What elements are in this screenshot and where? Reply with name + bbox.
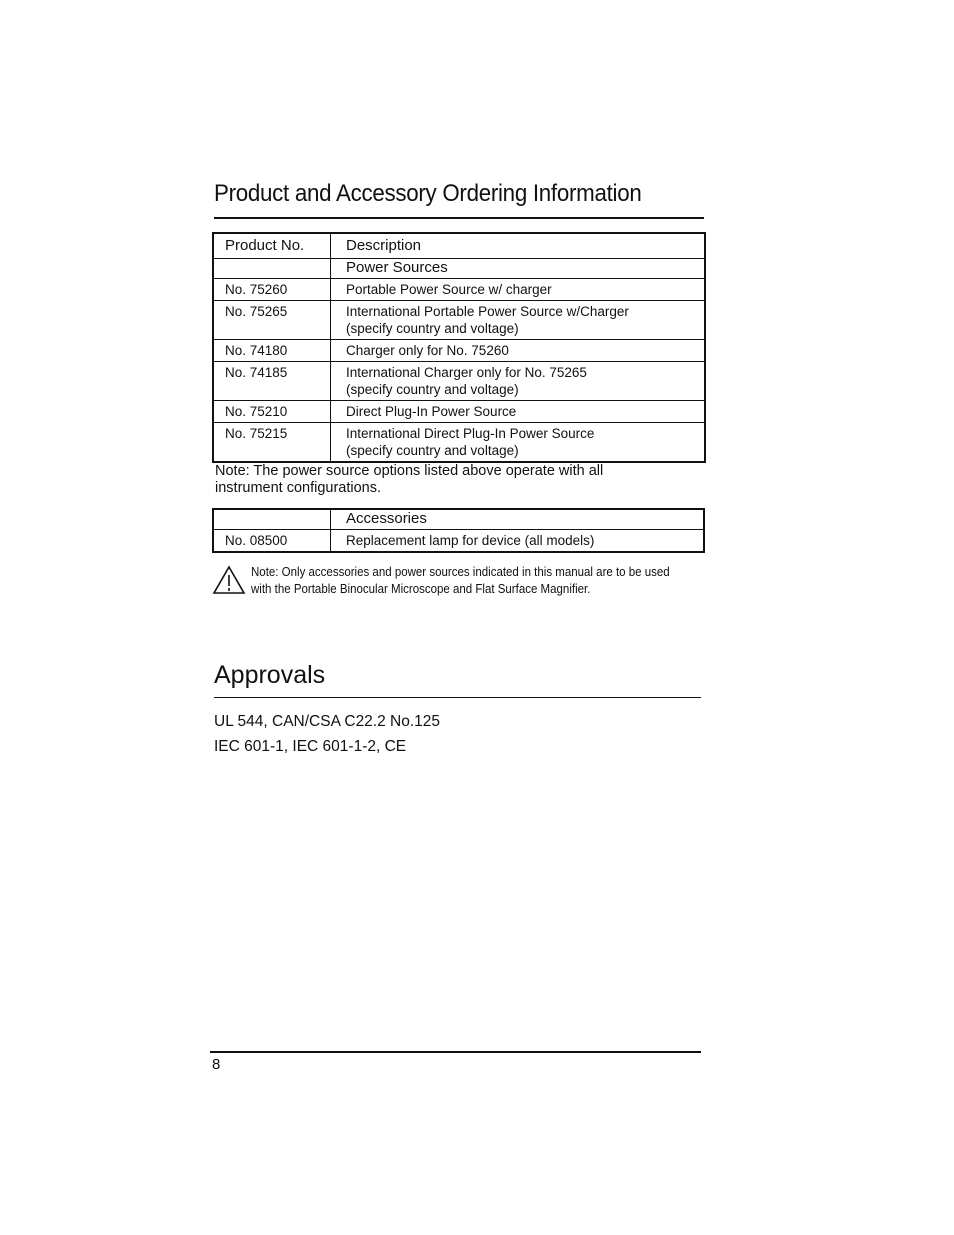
description-cell: Direct Plug-In Power Source (331, 401, 705, 423)
approvals-title: Approvals (214, 661, 326, 689)
warning-triangle-icon (212, 565, 246, 595)
group-row (214, 259, 705, 279)
approval-item: IEC 601-1, IEC 601-1-2, CE (214, 738, 407, 755)
footer-rule (210, 1051, 701, 1053)
table-row (214, 362, 705, 401)
accessories-table (213, 509, 704, 552)
table-row (214, 401, 705, 423)
approvals-rule (214, 697, 701, 698)
table-row (214, 340, 705, 362)
product-no-cell: No. 75215 (214, 423, 331, 462)
description-cell: International Direct Plug-In Power Source (specify country and voltage) (331, 423, 705, 462)
description-cell: Portable Power Source w/ charger (331, 279, 705, 301)
description-cell: International Portable Power Source w/Charger (specify country and voltage) (331, 301, 705, 340)
warning-note: Note: Only accessories and power sources indicated in this manual are to be used with the Portable Binocular Microscope and Flat Surface Magnifier. (251, 565, 670, 596)
product-no-cell: No. 75260 (214, 279, 331, 301)
product-no-cell: No. 75265 (214, 301, 331, 340)
product-no-cell: No. 74180 (214, 340, 331, 362)
page-number: 8 (212, 1056, 221, 1073)
product-no-cell: No. 75210 (214, 401, 331, 423)
title-rule (214, 217, 704, 219)
product-no-cell: No. 74185 (214, 362, 331, 401)
header-product-no: Product No. (214, 234, 331, 259)
description-cell: Charger only for No. 75260 (331, 340, 705, 362)
table-row (214, 530, 704, 552)
table-header-row (214, 234, 705, 259)
group-label-accessories: Accessories (331, 510, 704, 530)
table-row (214, 301, 705, 340)
group-label-power-sources: Power Sources (331, 259, 705, 279)
table-row (214, 423, 705, 462)
power-sources-table (213, 233, 705, 462)
description-cell: International Charger only for No. 75265 (specify country and voltage) (331, 362, 705, 401)
power-note: Note: The power source options listed above operate with all instrument configurations. (215, 463, 604, 496)
product-no-cell: No. 08500 (214, 530, 331, 552)
group-row (214, 510, 704, 530)
section-title: Product and Accessory Ordering Information (214, 180, 642, 207)
approval-item: UL 544, CAN/CSA C22.2 No.125 (214, 713, 441, 730)
table-row (214, 279, 705, 301)
description-cell: Replacement lamp for device (all models) (331, 530, 704, 552)
header-description: Description (331, 234, 705, 259)
